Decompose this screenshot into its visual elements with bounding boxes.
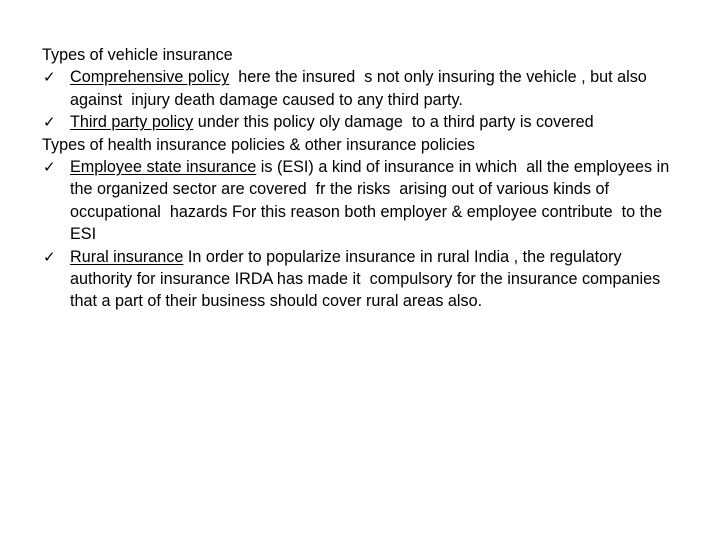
section-heading-vehicle: Types of vehicle insurance: [42, 46, 233, 64]
bullet-comprehensive-policy: [42, 66, 682, 111]
term-third-party-policy: Third party policy: [70, 113, 194, 132]
term-rural-insurance: Rural insurance: [70, 247, 184, 266]
bullet-text: under this policy oly damage to a third party is covered: [193, 113, 594, 132]
bullet-rural-insurance: [42, 246, 682, 313]
term-employee-state-insurance: Employee state insurance: [70, 158, 257, 177]
bullet-text: is (ESI) a kind of insurance in which all the employees in the organized sector are covered fr the risks arising out of various kinds of occupational hazards For this reason both employer & employee contribute to the ESI: [70, 158, 674, 244]
bullet-third-party-policy: [42, 111, 682, 133]
checkmark-icon: ✓: [43, 158, 56, 177]
bullet-text: here the insured s not only insuring the vehicle , but also against injury death damage caused to any third party.: [70, 68, 652, 109]
slide-content: [42, 44, 682, 313]
checkmark-icon: ✓: [43, 68, 56, 87]
term-comprehensive-policy: Comprehensive policy: [70, 68, 230, 87]
bullet-text: In order to popularize insurance in rural India , the regulatory authority for insurance IRDA has made it compulsory for the insurance companies that a part of their business should cover rural areas also.: [70, 247, 665, 311]
checkmark-icon: ✓: [43, 113, 56, 132]
section-heading-health: Types of health insurance policies & other insurance policies: [42, 135, 475, 154]
checkmark-icon: ✓: [43, 247, 56, 266]
bullet-employee-state-insurance: [42, 156, 682, 246]
